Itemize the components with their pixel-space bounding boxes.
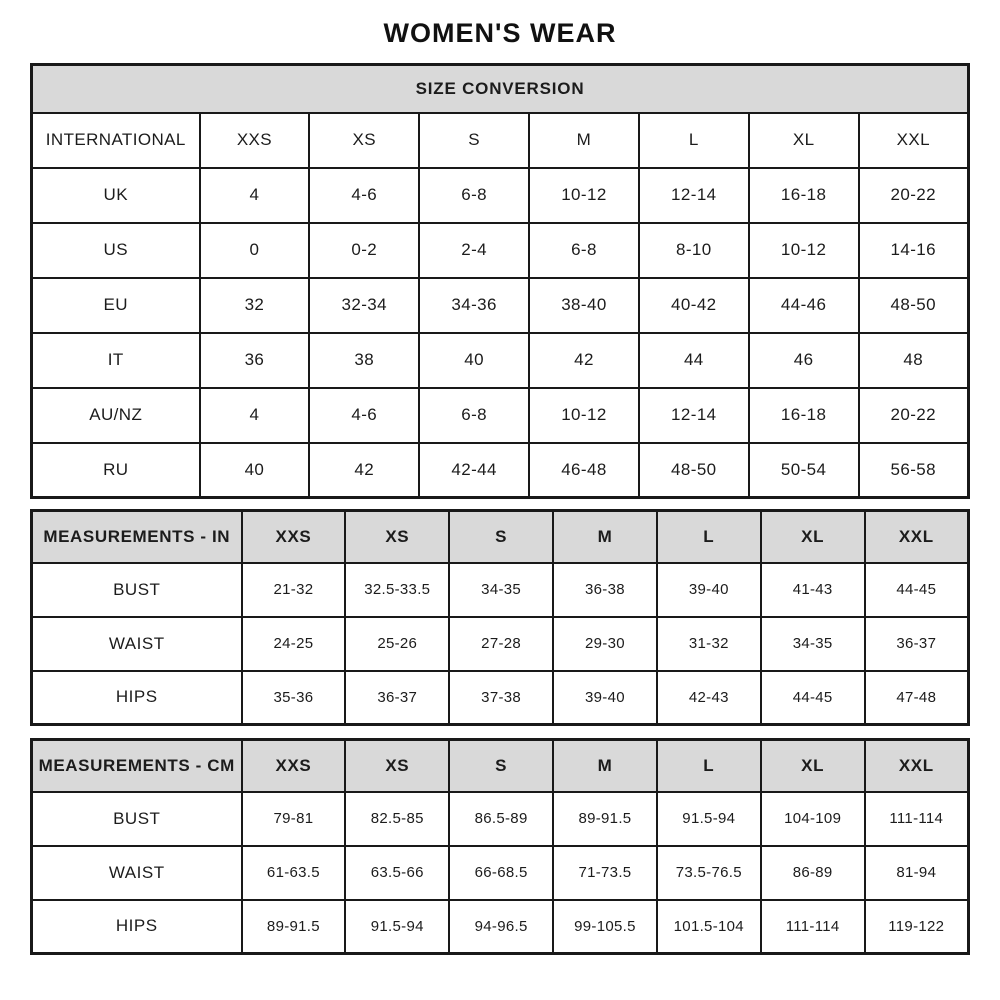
cell: 50-54	[749, 443, 859, 498]
row-label: BUST	[32, 563, 242, 617]
table-row	[32, 617, 969, 671]
column-header: XXS	[200, 113, 310, 168]
cell: 6-8	[419, 168, 529, 223]
cell: 91.5-94	[345, 900, 449, 954]
cell: 24-25	[242, 617, 346, 671]
cell: 42	[529, 333, 639, 388]
row-label: HIPS	[32, 900, 242, 954]
cell: 111-114	[761, 900, 865, 954]
table-row	[32, 333, 969, 388]
size-conversion-table	[30, 63, 970, 499]
cell: 81-94	[865, 846, 969, 900]
cell: 39-40	[553, 671, 657, 725]
cell: 44-46	[749, 278, 859, 333]
column-header: L	[657, 740, 761, 792]
row-label: UK	[32, 168, 200, 223]
table-row	[32, 223, 969, 278]
column-header: S	[419, 113, 529, 168]
cell: 38-40	[529, 278, 639, 333]
cell: 12-14	[639, 388, 749, 443]
cell: 2-4	[419, 223, 529, 278]
row-label: AU/NZ	[32, 388, 200, 443]
cell: 4-6	[309, 168, 419, 223]
cell: 61-63.5	[242, 846, 346, 900]
table-row	[32, 511, 969, 563]
cell: 86-89	[761, 846, 865, 900]
cell: 46	[749, 333, 859, 388]
cell: 104-109	[761, 792, 865, 846]
cell: 86.5-89	[449, 792, 553, 846]
size-conversion-title: SIZE CONVERSION	[32, 65, 969, 113]
cell: 39-40	[657, 563, 761, 617]
cell: 10-12	[529, 168, 639, 223]
measurements-in-title: MEASUREMENTS - IN	[32, 511, 242, 563]
column-header: L	[639, 113, 749, 168]
cell: 6-8	[529, 223, 639, 278]
table-row	[32, 846, 969, 900]
cell: 34-35	[761, 617, 865, 671]
cell: 44	[639, 333, 749, 388]
column-header: S	[449, 511, 553, 563]
cell: 10-12	[749, 223, 859, 278]
column-header: XL	[749, 113, 859, 168]
cell: 40-42	[639, 278, 749, 333]
cell: 20-22	[859, 388, 969, 443]
cell: 16-18	[749, 168, 859, 223]
column-header: S	[449, 740, 553, 792]
row-label: RU	[32, 443, 200, 498]
cell: 35-36	[242, 671, 346, 725]
cell: 4	[200, 168, 310, 223]
row-label: WAIST	[32, 617, 242, 671]
row-label: HIPS	[32, 671, 242, 725]
cell: 10-12	[529, 388, 639, 443]
cell: 79-81	[242, 792, 346, 846]
row-label: EU	[32, 278, 200, 333]
cell: 82.5-85	[345, 792, 449, 846]
cell: 36-38	[553, 563, 657, 617]
cell: 40	[200, 443, 310, 498]
table-row	[32, 671, 969, 725]
cell: 91.5-94	[657, 792, 761, 846]
cell: 111-114	[865, 792, 969, 846]
column-header: XXL	[865, 511, 969, 563]
cell: 56-58	[859, 443, 969, 498]
column-header: XS	[309, 113, 419, 168]
row-label: BUST	[32, 792, 242, 846]
column-header: XL	[761, 511, 865, 563]
cell: 41-43	[761, 563, 865, 617]
cell: 44-45	[761, 671, 865, 725]
table-row	[32, 168, 969, 223]
row-label: US	[32, 223, 200, 278]
table-row	[32, 900, 969, 954]
cell: 47-48	[865, 671, 969, 725]
column-header: XXL	[859, 113, 969, 168]
table-row	[32, 740, 969, 792]
cell: 42-43	[657, 671, 761, 725]
cell: 63.5-66	[345, 846, 449, 900]
cell: 6-8	[419, 388, 529, 443]
measurements-cm-title: MEASUREMENTS - CM	[32, 740, 242, 792]
cell: 42	[309, 443, 419, 498]
column-header: INTERNATIONAL	[32, 113, 200, 168]
cell: 89-91.5	[242, 900, 346, 954]
row-label: IT	[32, 333, 200, 388]
cell: 89-91.5	[553, 792, 657, 846]
cell: 36-37	[865, 617, 969, 671]
row-label: WAIST	[32, 846, 242, 900]
cell: 21-32	[242, 563, 346, 617]
table-row	[32, 388, 969, 443]
cell: 119-122	[865, 900, 969, 954]
cell: 40	[419, 333, 529, 388]
cell: 32-34	[309, 278, 419, 333]
cell: 94-96.5	[449, 900, 553, 954]
cell: 31-32	[657, 617, 761, 671]
table-row	[32, 65, 969, 113]
cell: 73.5-76.5	[657, 846, 761, 900]
cell: 36-37	[345, 671, 449, 725]
cell: 48	[859, 333, 969, 388]
measurements-in-table	[30, 509, 970, 726]
cell: 14-16	[859, 223, 969, 278]
cell: 34-35	[449, 563, 553, 617]
measurements-cm-table	[30, 738, 970, 955]
cell: 4-6	[309, 388, 419, 443]
cell: 32.5-33.5	[345, 563, 449, 617]
column-header: XXL	[865, 740, 969, 792]
cell: 48-50	[859, 278, 969, 333]
cell: 16-18	[749, 388, 859, 443]
cell: 36	[200, 333, 310, 388]
cell: 25-26	[345, 617, 449, 671]
cell: 20-22	[859, 168, 969, 223]
cell: 66-68.5	[449, 846, 553, 900]
cell: 29-30	[553, 617, 657, 671]
column-header: M	[529, 113, 639, 168]
cell: 8-10	[639, 223, 749, 278]
column-header: XXS	[242, 511, 346, 563]
cell: 71-73.5	[553, 846, 657, 900]
cell: 101.5-104	[657, 900, 761, 954]
cell: 46-48	[529, 443, 639, 498]
cell: 12-14	[639, 168, 749, 223]
cell: 44-45	[865, 563, 969, 617]
table-row	[32, 443, 969, 498]
column-header: XL	[761, 740, 865, 792]
column-header: XS	[345, 511, 449, 563]
column-header: XXS	[242, 740, 346, 792]
cell: 27-28	[449, 617, 553, 671]
cell: 42-44	[419, 443, 529, 498]
table-row	[32, 113, 969, 168]
column-header: L	[657, 511, 761, 563]
column-header: M	[553, 740, 657, 792]
column-header: M	[553, 511, 657, 563]
column-header: XS	[345, 740, 449, 792]
cell: 4	[200, 388, 310, 443]
table-row	[32, 792, 969, 846]
cell: 32	[200, 278, 310, 333]
cell: 48-50	[639, 443, 749, 498]
cell: 38	[309, 333, 419, 388]
cell: 0-2	[309, 223, 419, 278]
page-title: WOMEN'S WEAR	[383, 18, 617, 48]
cell: 0	[200, 223, 310, 278]
cell: 37-38	[449, 671, 553, 725]
cell: 99-105.5	[553, 900, 657, 954]
table-row	[32, 563, 969, 617]
cell: 34-36	[419, 278, 529, 333]
table-row	[32, 278, 969, 333]
